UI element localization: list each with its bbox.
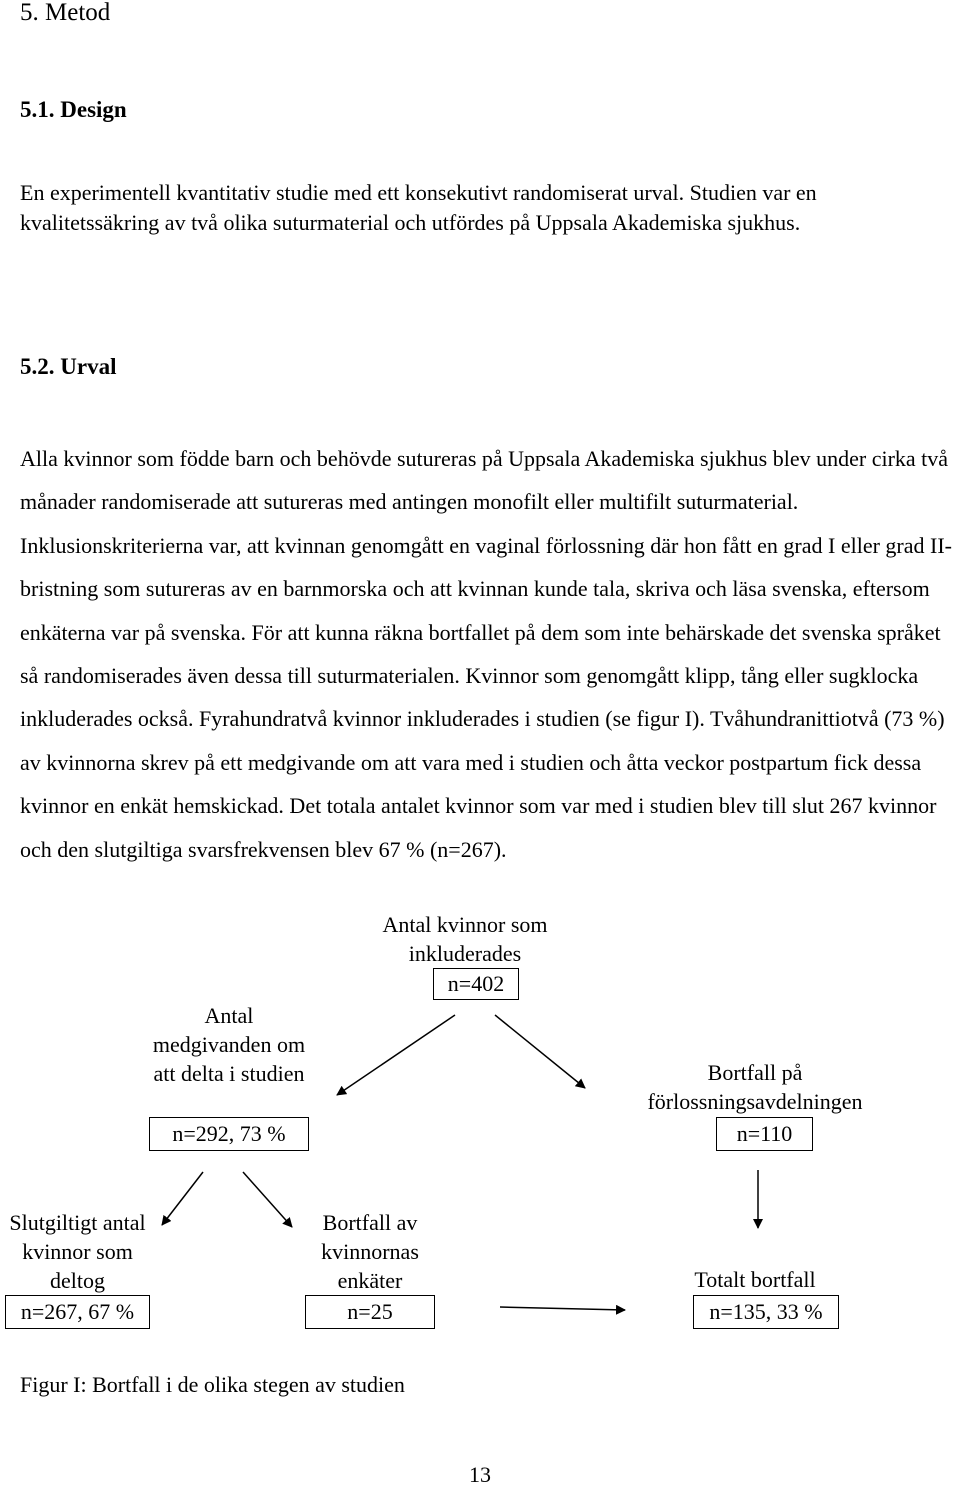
included-label: Antal kvinnor som inkluderades (382, 912, 548, 966)
ward-dropout-label: Bortfall på förlossningsavdelningen (647, 1060, 863, 1114)
total-dropout-label: Totalt bortfall (694, 1267, 816, 1292)
arrow-to-final (162, 1172, 203, 1225)
consent-count-box: n=292, 73 % (149, 1117, 309, 1151)
survey-dropout-label: Bortfall av kvinnornas enkäter (321, 1210, 419, 1293)
included-count-box: n=402 (433, 968, 519, 1000)
consent-label: Antal medgivanden om att delta i studien (152, 1003, 306, 1086)
total-dropout-count-box: n=135, 33 % (693, 1295, 839, 1329)
section-heading-urval: 5.2. Urval (20, 354, 117, 379)
urval-paragraph: Alla kvinnor som födde barn och behövde sutureras på Uppsala Akademiska sjukhus blev under cirka två månader randomiserade att sutureras med antingen monofilt eller multifilt suturmaterial. Inklusionskriterierna var, att kvinnan genomgått en vaginal förlossning där hon fått en grad I eller grad II-bristning som sutureras av en barnmorska och att kvinnan kunde tala, skriva och läsa svenska, eftersom enkäterna var på svenska. För att kunna räkna bortfallet på dem som inte behärskade det svenska språket så randomiserades även dessa till suturmaterialen. Kvinnor som genomgått klipp, tång eller sugklocka inkluderades också. Fyrahundratvå kvinnor inkluderades i studien (se figur I). Tvåhundranittiotvå (73 %) av kvinnorna skrev på ett medgivande om att vara med i studien och åtta veckor postpartum fick dessa kvinnor en enkät hemskickad. Det totala antalet kvinnor som var med i studien blev till slut 267 kvinnor och den slutgiltiga svarsfrekvensen blev 67 % (n=267). (20, 446, 952, 862)
arrow-to-total-dropout (500, 1307, 625, 1310)
design-paragraph: En experimentell kvantitativ studie med ett konsekutivt randomiserat urval. Studien var en kvalitetssäkring av två olika suturmaterial och utfördes på Uppsala Akademiska sjukhus. (20, 180, 817, 235)
ward-dropout-count-box: n=110 (716, 1117, 813, 1151)
arrow-to-survey-dropout (243, 1172, 292, 1227)
figure-caption: Figur I: Bortfall i de olika stegen av studien (20, 1372, 405, 1397)
page-number: 13 (469, 1462, 491, 1487)
survey-dropout-count-box: n=25 (305, 1295, 435, 1329)
arrow-to-ward-dropout (495, 1015, 585, 1088)
section-heading-design: 5.1. Design (20, 97, 127, 122)
final-participants-label: Slutgiltigt antal kvinnor som deltog (9, 1210, 146, 1293)
final-participants-count-box: n=267, 67 % (5, 1295, 150, 1329)
chapter-heading: 5. Metod (20, 0, 111, 26)
arrow-to-consent (337, 1015, 455, 1095)
